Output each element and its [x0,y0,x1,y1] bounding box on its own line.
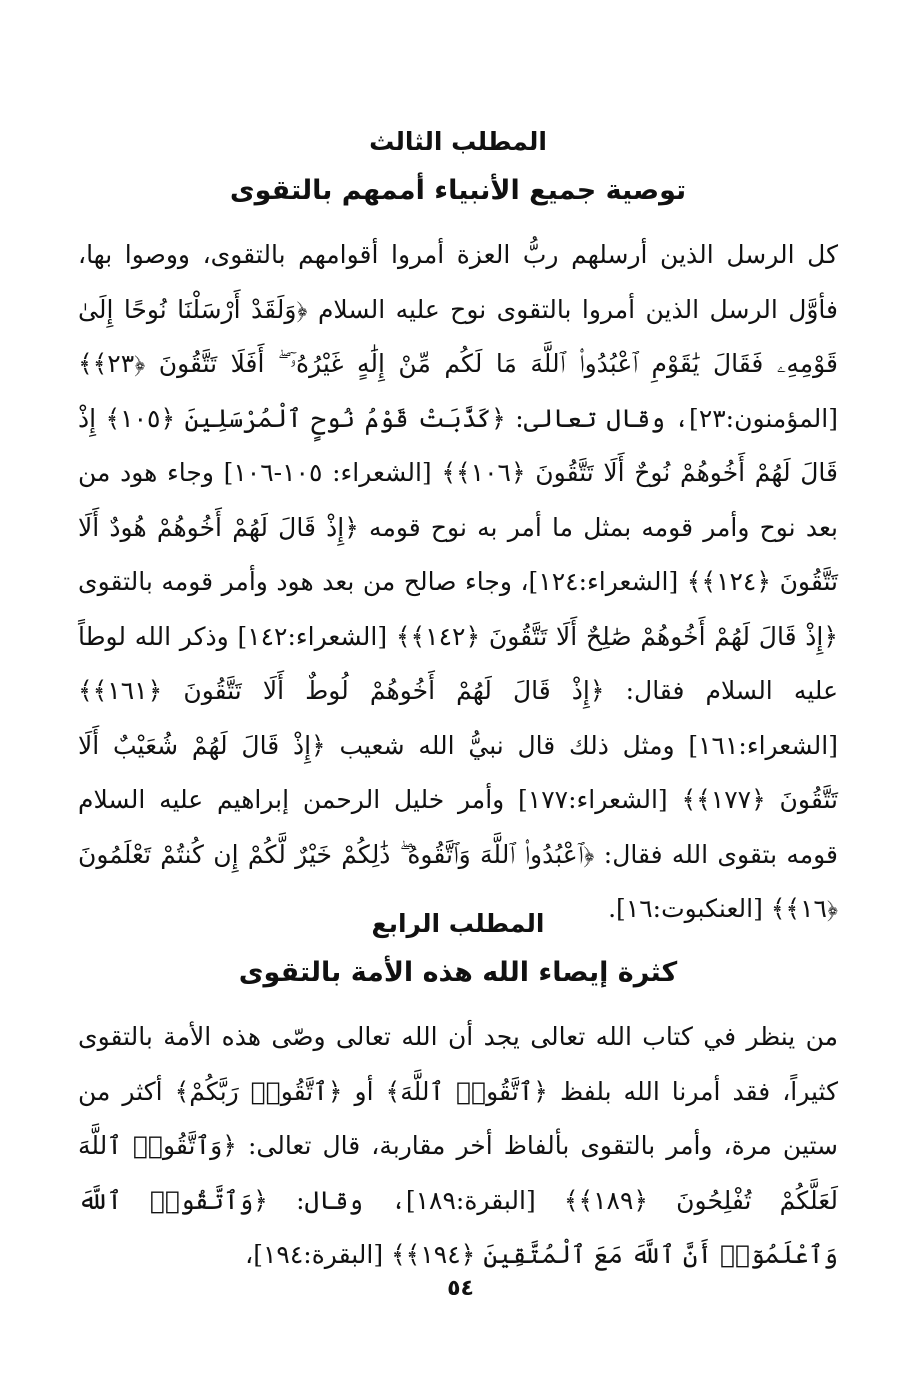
section-4-paragraph: من ينظر في كتاب الله تعالى يجد أن الله تعالى وصّى هذه الأمة بالتقوى كثيراً، فقد أمرنا الله بلفظ ﴿ٱتَّقُوا۟ ٱللَّهَ﴾ أو ﴿ٱتَّقُوا۟ رَبَّكُمْ﴾ أكثر من ستين مرة، وأمر بالتقوى بألفاظ أخر مقاربة، قال تعالى: ﴿وَٱتَّقُوا۟ ٱللَّهَ لَعَلَّكُمْ تُفْلِحُونَ ﴿١٨٩﴾﴾ [البقرة:١٨٩]، وقال: ﴿وَٱتَّقُوا۟ ٱللَّهَ وَٱعْلَمُوٓا۟ أَنَّ ٱللَّهَ مَعَ ٱلْمُتَّقِينَ ﴿١٩٤﴾﴾ [البقرة:١٩٤]، [78,1022,838,1269]
section-3 [78,118,838,923]
section-3-paragraph: كل الرسل الذين أرسلهم ربُّ العزة أمروا أقوامهم بالتقوى، ووصوا بها، فأوَّل الرسل الذين أمروا بالتقوى نوح عليه السلام ﴿وَلَقَدْ أَرْسَلْنَا نُوحًا إِلَىٰ قَوْمِهِۦ فَقَالَ يَٰقَوْمِ ٱعْبُدُوا۟ ٱللَّهَ مَا لَكُم مِّنْ إِلَٰهٍ غَيْرُهُۥٓ ۖ أَفَلَا تَتَّقُونَ ﴿٢٣﴾﴾ [المؤمنون:٢٣]، وقال تعالى: ﴿كَذَّبَتْ قَوْمُ نُوحٍ ٱلْمُرْسَلِينَ ﴿١٠٥﴾ إِذْ قَالَ لَهُمْ أَخُوهُمْ نُوحٌ أَلَا تَتَّقُونَ ﴿١٠٦﴾﴾ [الشعراء: ١٠٥-١٠٦] وجاء هود من بعد نوح وأمر قومه بمثل ما أمر به نوح قومه ﴿إِذْ قَالَ لَهُمْ أَخُوهُمْ هُودٌ أَلَا تَتَّقُونَ ﴿١٢٤﴾﴾ [الشعراء:١٢٤]، وجاء صالح من بعد هود وأمر قومه بالتقوى ﴿إِذْ قَالَ لَهُمْ أَخُوهُمْ صَٰلِحٌ أَلَا تَتَّقُونَ ﴿١٤٢﴾﴾ [الشعراء:١٤٢] وذكر الله لوطاً عليه السلام فقال: ﴿إِذْ قَالَ لَهُمْ أَخُوهُمْ لُوطٌ أَلَا تَتَّقُونَ ﴿١٦١﴾﴾ [الشعراء:١٦١] ومثل ذلك قال نبيُّ الله شعيب ﴿إِذْ قَالَ لَهُمْ شُعَيْبٌ أَلَا تَتَّقُونَ ﴿١٧٧﴾﴾ [الشعراء:١٧٧] وأمر خليل الرحمن إبراهيم عليه السلام قومه بتقوى الله فقال: ﴿ٱعْبُدُوا۟ ٱللَّهَ وَٱتَّقُوهُ ۖ ذَٰلِكُمْ خَيْرٌ لَّكُمْ إِن كُنتُمْ تَعْلَمُونَ ﴿١٦﴾﴾ [العنكبوت:١٦]. [78,240,838,923]
section-4 [78,900,838,1269]
section-3-label: المطلب الثالث [369,127,547,156]
page-body [78,118,838,1269]
section-4-label: المطلب الرابع [371,909,545,938]
page-number: ٥٤ [447,1276,474,1301]
section-4-title: كثرة إيصاء الله هذه الأمة بالتقوى [238,957,678,988]
section-3-title: توصية جميع الأنبياء أممهم بالتقوى [229,175,687,206]
